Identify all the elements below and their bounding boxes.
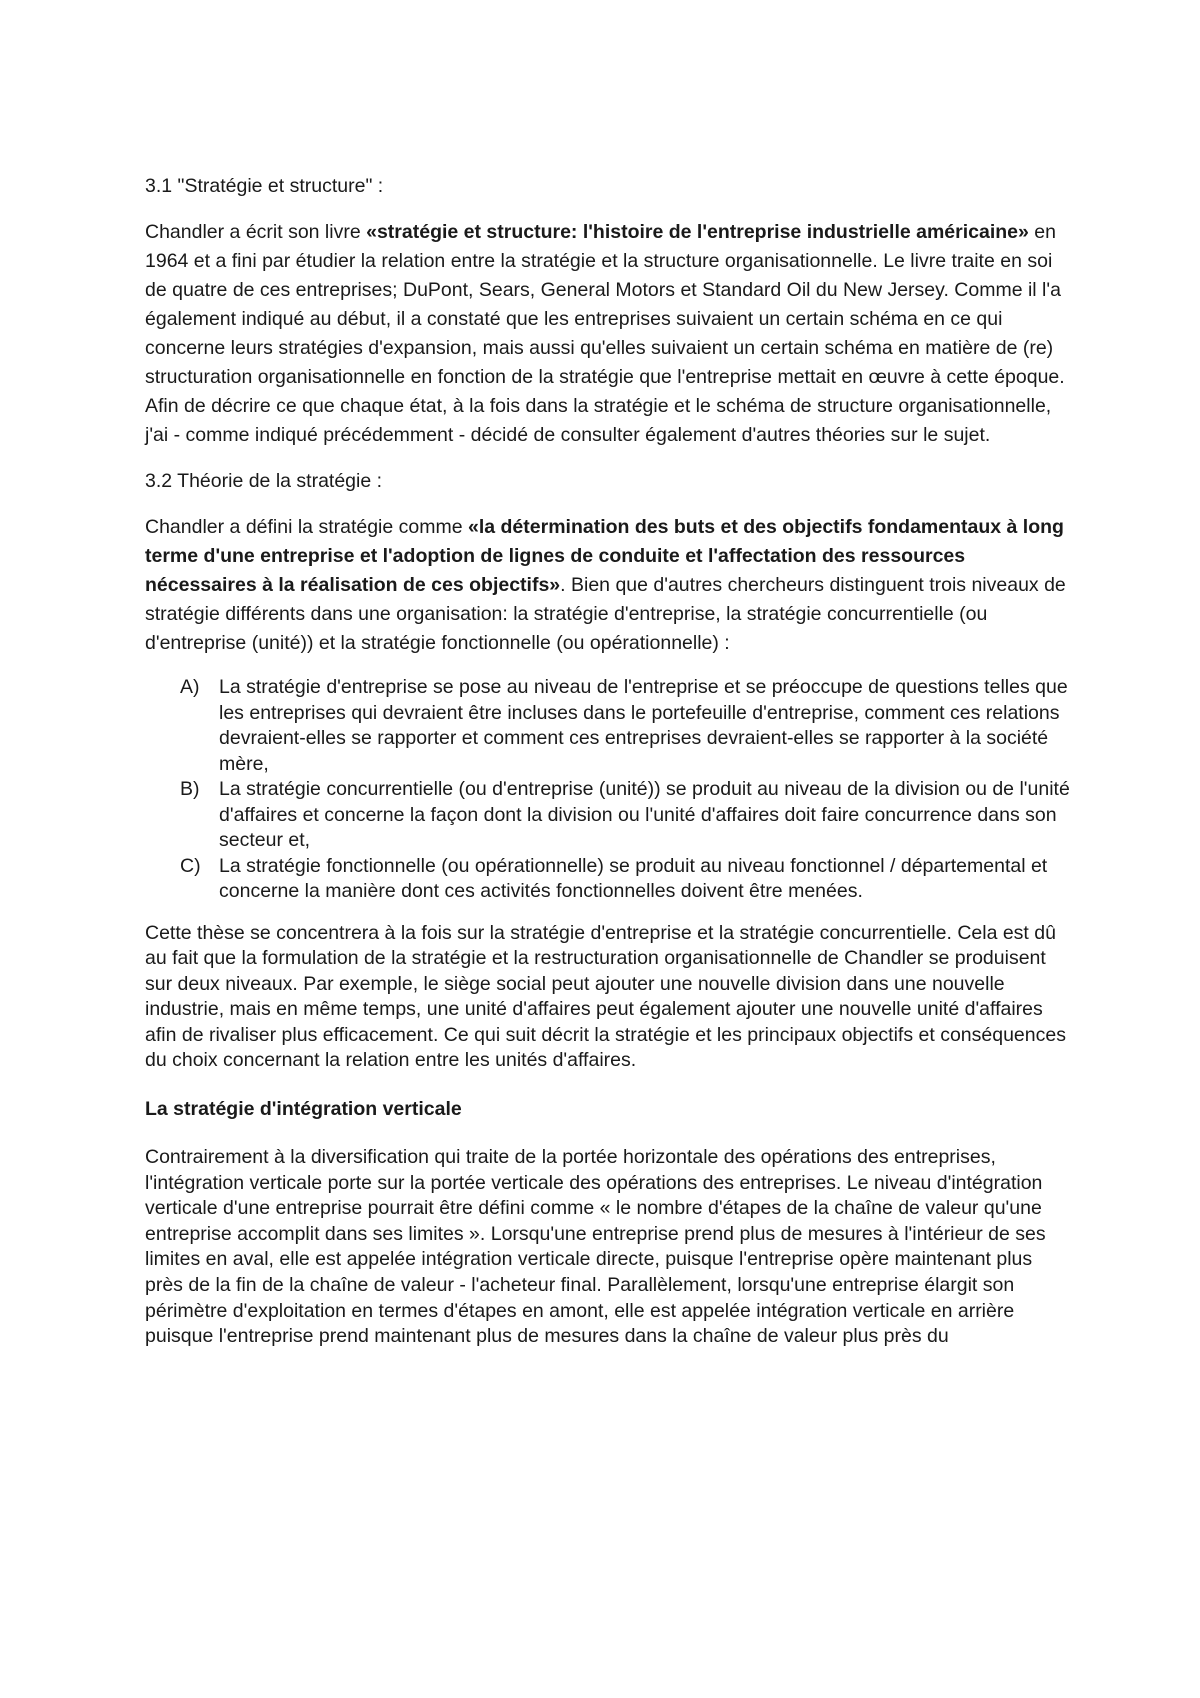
- section-3-1-paragraph: [145, 218, 1075, 450]
- list-item-text: La stratégie concurrentielle (ou d'entreprise (unité)) se produit au niveau de la division ou de l'unité d'affaires et concerne la façon dont la division ou l'unité d'affaires doit faire concurrence dans son secteur et,: [219, 778, 1070, 851]
- paragraph-text: Chandler a écrit son livre: [145, 221, 367, 243]
- list-marker: A): [180, 676, 200, 698]
- list-item-text: La stratégie fonctionnelle (ou opérationnelle) se produit au niveau fonctionnel / départemental et concerne la manière dont ces activités fonctionnelles doivent être menées.: [219, 854, 1048, 902]
- book-title-quote: «stratégie et structure: l'histoire de l'entreprise industrielle américaine»: [366, 221, 1029, 243]
- vertical-integration-paragraph: Contrairement à la diversification qui traite de la portée horizontale des opérations des entreprises, l'intégration verticale porte sur la portée verticale des opérations des entreprises. Le niveau d'intégration verticale d'une entreprise pourrait être défini comme « le nombre d'étapes de la chaîne de valeur qu'une entreprise accomplit dans ses limites ». Lorsqu'une entreprise prend plus de mesures à l'intérieur de ses limites en aval, elle est appelée intégration verticale directe, puisque l'entreprise opère maintenant plus près de la fin de la chaîne de valeur - l'acheteur final. Parallèlement, lorsqu'une entreprise élargit son périmètre d'exploitation en termes d'étapes en amont, elle est appelée intégration verticale en arrière puisque l'entreprise prend maintenant plus de mesures dans la chaîne de valeur plus près du: [145, 1146, 1046, 1348]
- paragraph-text: . Bien que d'autres chercheurs distinguent trois niveaux de stratégie différents dans une organisation: la stratégie d'entreprise, la stratégie concurrentielle (ou d'entreprise (unité)) et la stratégie fonctionnelle (ou opérationnelle) :: [145, 574, 1066, 654]
- list-marker: B): [180, 778, 200, 800]
- list-item-text: La stratégie d'entreprise se pose au niveau de l'entreprise et se préoccupe de questions telles que les entreprises qui devraient être incluses dans le portefeuille d'entreprise, comment ces relations devraient-elles se rapporter et comment ces entreprises devraient-elles se rapporter à la société mère,: [219, 676, 1068, 775]
- strategy-levels-list: [145, 675, 1075, 905]
- paragraph-text: en 1964 et a fini par étudier la relation entre la stratégie et la structure organisationnelle. Le livre traite en soi de quatre de ces entreprises; DuPont, Sears, General Motors et Standard Oil du New Jersey. Comme il l'a également indiqué au début, il a constaté que les entreprises suivaient un certain schéma en ce qui concerne leurs stratégies d'expansion, mais aussi qu'elles suivaient un certain schéma en matière de (re) structuration organisationnelle en fonction de la stratégie que l'entreprise mettait en œuvre à cette époque. Afin de décrire ce que chaque état, à la fois dans la stratégie et le schéma de structure organisationnelle, j'ai - comme indiqué précédemment - décidé de consulter également d'autres théories sur le sujet.: [145, 221, 1065, 446]
- paragraph-text: Chandler a défini la stratégie comme: [145, 516, 468, 538]
- document-body: [145, 172, 1075, 1350]
- list-item: [145, 777, 1075, 854]
- thesis-paragraph: Cette thèse se concentrera à la fois sur la stratégie d'entreprise et la stratégie concurrentielle. Cela est dû au fait que la formulation de la stratégie et la restructuration organisationnelle de Chandler se produisent sur deux niveaux. Par exemple, le siège social peut ajouter une nouvelle division dans une nouvelle industrie, mais en même temps, une unité d'affaires peut également ajouter une nouvelle unité d'affaires afin de rivaliser plus efficacement. Ce qui suit décrit la stratégie et les principaux objectifs et conséquences du choix concernant la relation entre les unités d'affaires.: [145, 921, 1066, 1072]
- section-3-2-paragraph: [145, 513, 1075, 658]
- list-item: [145, 675, 1075, 777]
- list-item: [145, 854, 1075, 905]
- list-marker: C): [180, 854, 201, 877]
- strategy-definition-quote: «la détermination des buts et des objectifs fondamentaux à long terme d'une entreprise et l'adoption de lignes de conduite et l'affectation des ressources nécessaires à la réalisation de ces objectifs»: [145, 516, 1064, 596]
- section-3-1-title: 3.1 "Stratégie et structure" :: [145, 175, 384, 197]
- vertical-integration-heading: La stratégie d'intégration verticale: [145, 1098, 462, 1121]
- section-3-2-title: 3.2 Théorie de la stratégie :: [145, 470, 383, 492]
